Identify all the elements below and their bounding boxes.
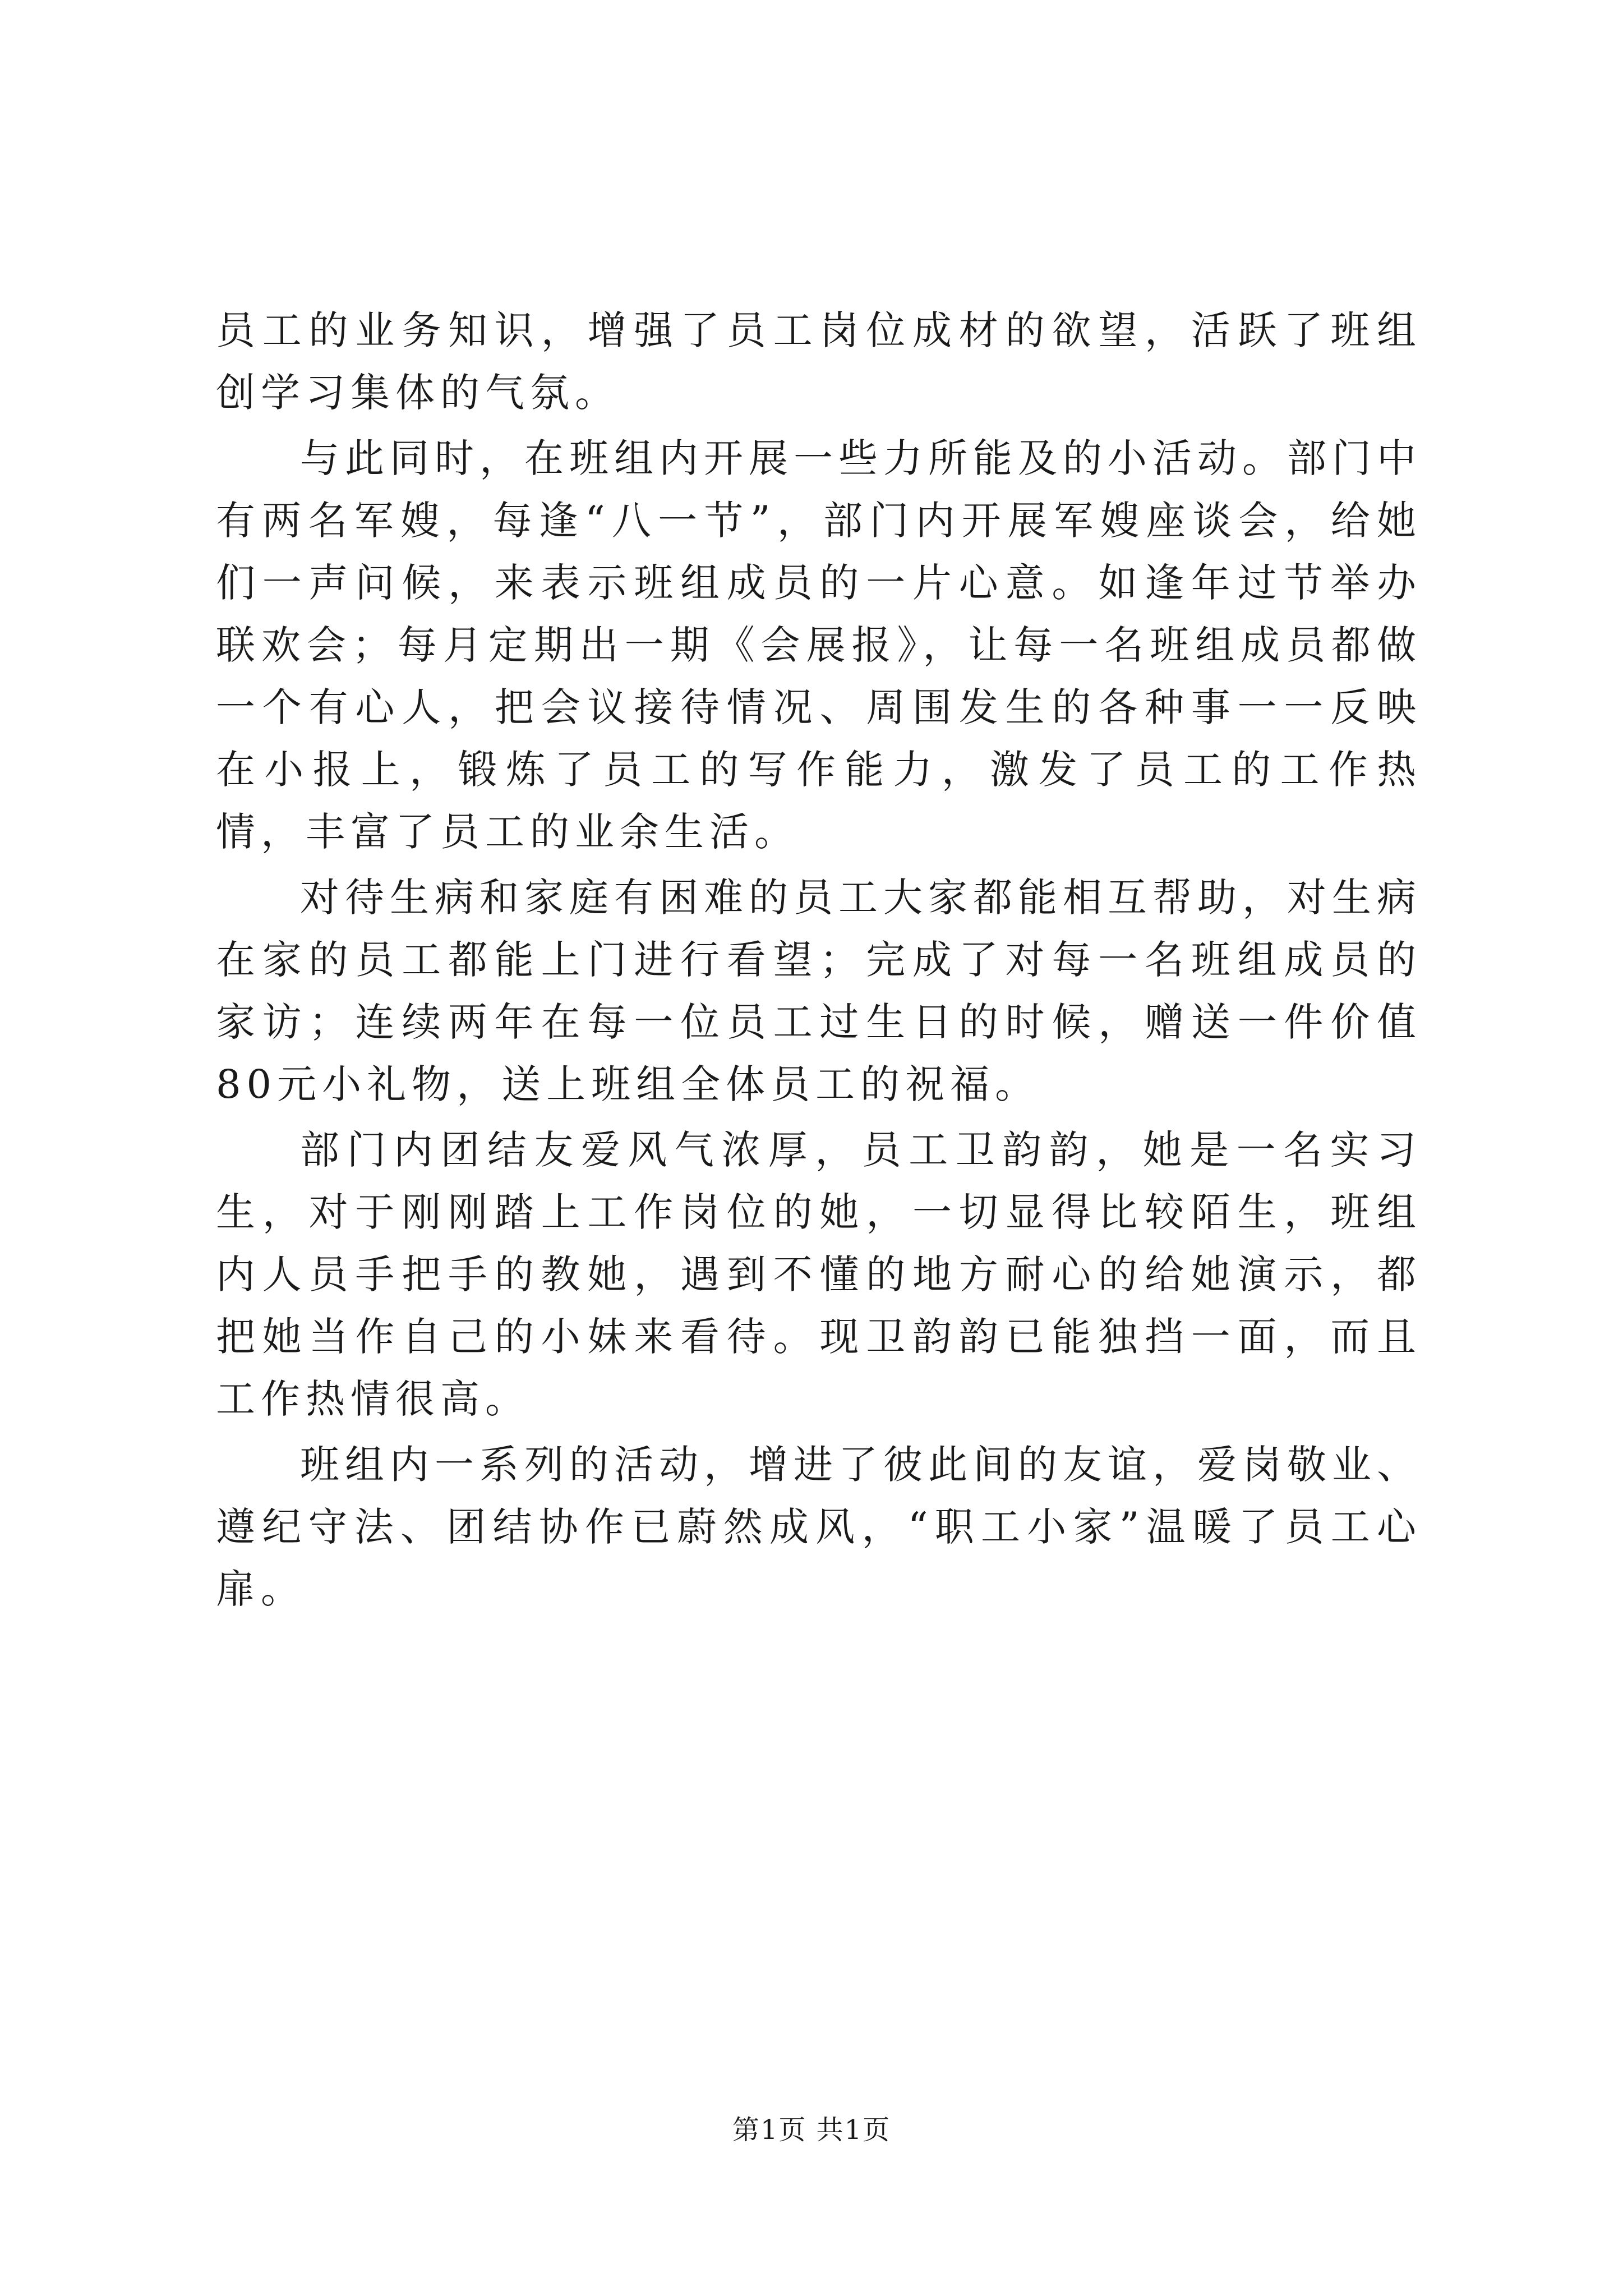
paragraph-mutual-help: 对待生病和家庭有困难的员工大家都能相互帮助，对生病在家的员工都能上门进行看望；完成了对每一名班组成员的家访；连续两年在每一位员工过生日的时候，赠送一件价值80元小礼物，送上班组全体员工的祝福。 [216, 875, 1422, 1107]
paragraph-unity: 部门内团结友爱风气浓厚，员工卫韵韵，她是一名实习生，对于刚刚踏上工作岗位的她，一切显得比较陌生，班组内人员手把手的教她，遇到不懂的地方耐心的给她演示，都把她当作自己的小妹来看待。现卫韵韵已能独挡一面，而且工作热情很高。 [216, 1127, 1422, 1422]
paragraph-continuation: 员工的业务知识，增强了员工岗位成材的欲望，活跃了班组创学习集体的气氛。 [216, 307, 1422, 416]
paragraph-activities: 与此同时，在班组内开展一些力所能及的小活动。部门中有两名军嫂，每逢“八一节”，部门内开展军嫂座谈会，给她们一声问候，来表示班组成员的一片心意。如逢年过节举办联欢会；每月定期出一期《会展报》，让每一名班组成员都做一个有心人，把会议接待情况、周围发生的各种事一一反映在小报上，锻炼了员工的写作能力，激发了员工的工作热情，丰富了员工的业余生活。 [216, 435, 1422, 855]
document-body [216, 300, 1422, 1624]
page-number-footer: 第1页 共1页 [732, 2114, 891, 2146]
paragraph-conclusion: 班组内一系列的活动，增进了彼此间的友谊，爱岗敬业、遵纪守法、团结协作已蔚然成风，“职工小家”温暖了员工心扉。 [216, 1442, 1422, 1612]
